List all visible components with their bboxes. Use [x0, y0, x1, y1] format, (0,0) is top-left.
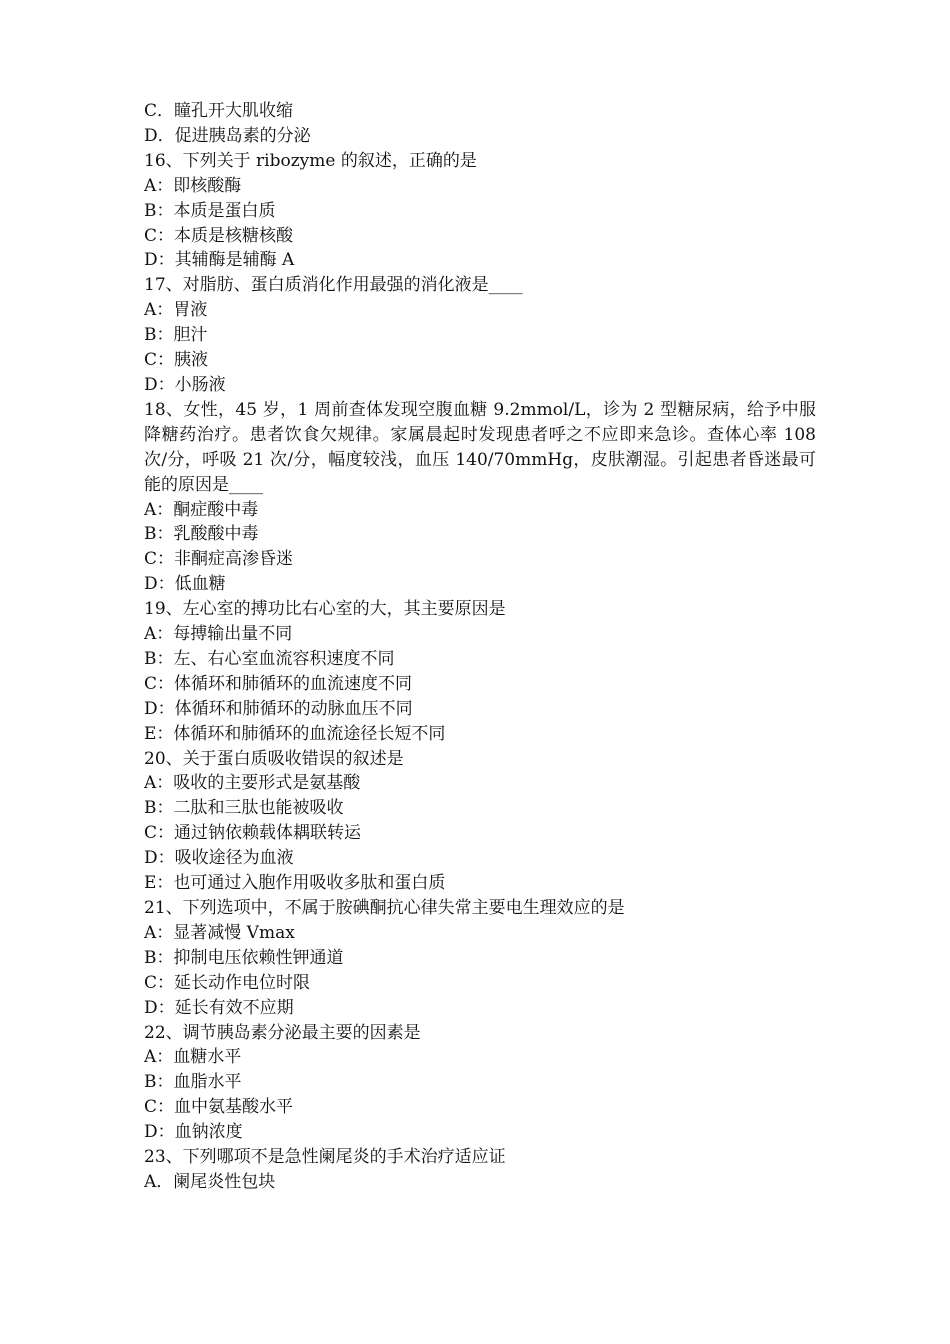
q18-stem: 18、女性，45 岁，1 周前查体发现空腹血糖 9.2mmol/L，诊为 2 型糖尿病，给予中服降糖药治疗。患者饮食欠规律。家属晨起时发现患者呼之不应即来急诊。查体心率 108 次/分，呼吸 21 次/分，幅度较浅，血压 140/70mmHg，皮肤潮湿。引起患者昏迷最可能的原因是____: [144, 399, 816, 495]
q19-option-a: A：每搏输出量不同: [144, 624, 293, 645]
q19-option-b: B：左、右心室血流容积速度不同: [144, 648, 395, 669]
q20-option-c: C：通过钠依赖载体耦联转运: [144, 823, 362, 844]
q19-option-d: D：体循环和肺循环的动脉血压不同: [144, 698, 413, 719]
q19-option-e: E：体循环和肺循环的血流途径长短不同: [144, 723, 446, 744]
q22-option-b: B：血脂水平: [144, 1072, 242, 1093]
q21-option-b: B：抑制电压依赖性钾通道: [144, 947, 344, 968]
document-body: [144, 99, 816, 1195]
q16-option-d: D：其辅酶是辅酶 A: [144, 250, 295, 271]
q20-option-a: A：吸收的主要形式是氨基酸: [144, 773, 361, 794]
q22-option-c: C：血中氨基酸水平: [144, 1097, 294, 1118]
q22-option-a: A：血糖水平: [144, 1047, 242, 1068]
q20-option-b: B：二肽和三肽也能被吸收: [144, 798, 344, 819]
q18-option-c: C：非酮症高渗昏迷: [144, 549, 294, 570]
q16-option-a: A：即核酸酶: [144, 175, 242, 196]
q18-option-d: D：低血糖: [144, 574, 226, 595]
q18-option-b: B：乳酸酸中毒: [144, 524, 259, 545]
q23-option-a: A．阑尾炎性包块: [144, 1171, 276, 1192]
q21-option-a: A：显著减慢 Vmax: [144, 922, 295, 943]
q16-option-c: C：本质是核糖核酸: [144, 225, 294, 246]
q17-option-d: D：小肠液: [144, 374, 226, 395]
q20-option-d: D：吸收途径为血液: [144, 848, 294, 869]
q18-option-a: A：酮症酸中毒: [144, 499, 259, 520]
q17-option-b: B：胆汁: [144, 325, 208, 346]
q19-option-c: C：体循环和肺循环的血流速度不同: [144, 673, 413, 694]
q15-option-d: D．促进胰岛素的分泌: [144, 125, 311, 146]
q23-stem: 23、下列哪项不是急性阑尾炎的手术治疗适应证: [144, 1147, 506, 1168]
q21-stem: 21、下列选项中，不属于胺碘酮抗心律失常主要电生理效应的是: [144, 898, 625, 918]
q17-stem: 17、对脂肪、蛋白质消化作用最强的消化液是____: [144, 275, 523, 296]
q16-stem: 16、下列关于 ribozyme 的叙述，正确的是: [144, 150, 477, 171]
q17-option-c: C：胰液: [144, 350, 209, 371]
q21-option-d: D：延长有效不应期: [144, 997, 294, 1018]
q16-option-b: B：本质是蛋白质: [144, 200, 276, 221]
q15-option-c: C．瞳孔开大肌收缩: [144, 101, 294, 121]
q19-stem: 19、左心室的搏功比右心室的大，其主要原因是: [144, 599, 506, 620]
q20-stem: 20、关于蛋白质吸收错误的叙述是: [144, 748, 404, 769]
q22-stem: 22、调节胰岛素分泌最主要的因素是: [144, 1022, 421, 1043]
q22-option-d: D：血钠浓度: [144, 1122, 243, 1143]
q20-option-e: E：也可通过入胞作用吸收多肽和蛋白质: [144, 873, 446, 894]
q21-option-c: C：延长动作电位时限: [144, 972, 311, 993]
q17-option-a: A：胃液: [144, 300, 208, 321]
